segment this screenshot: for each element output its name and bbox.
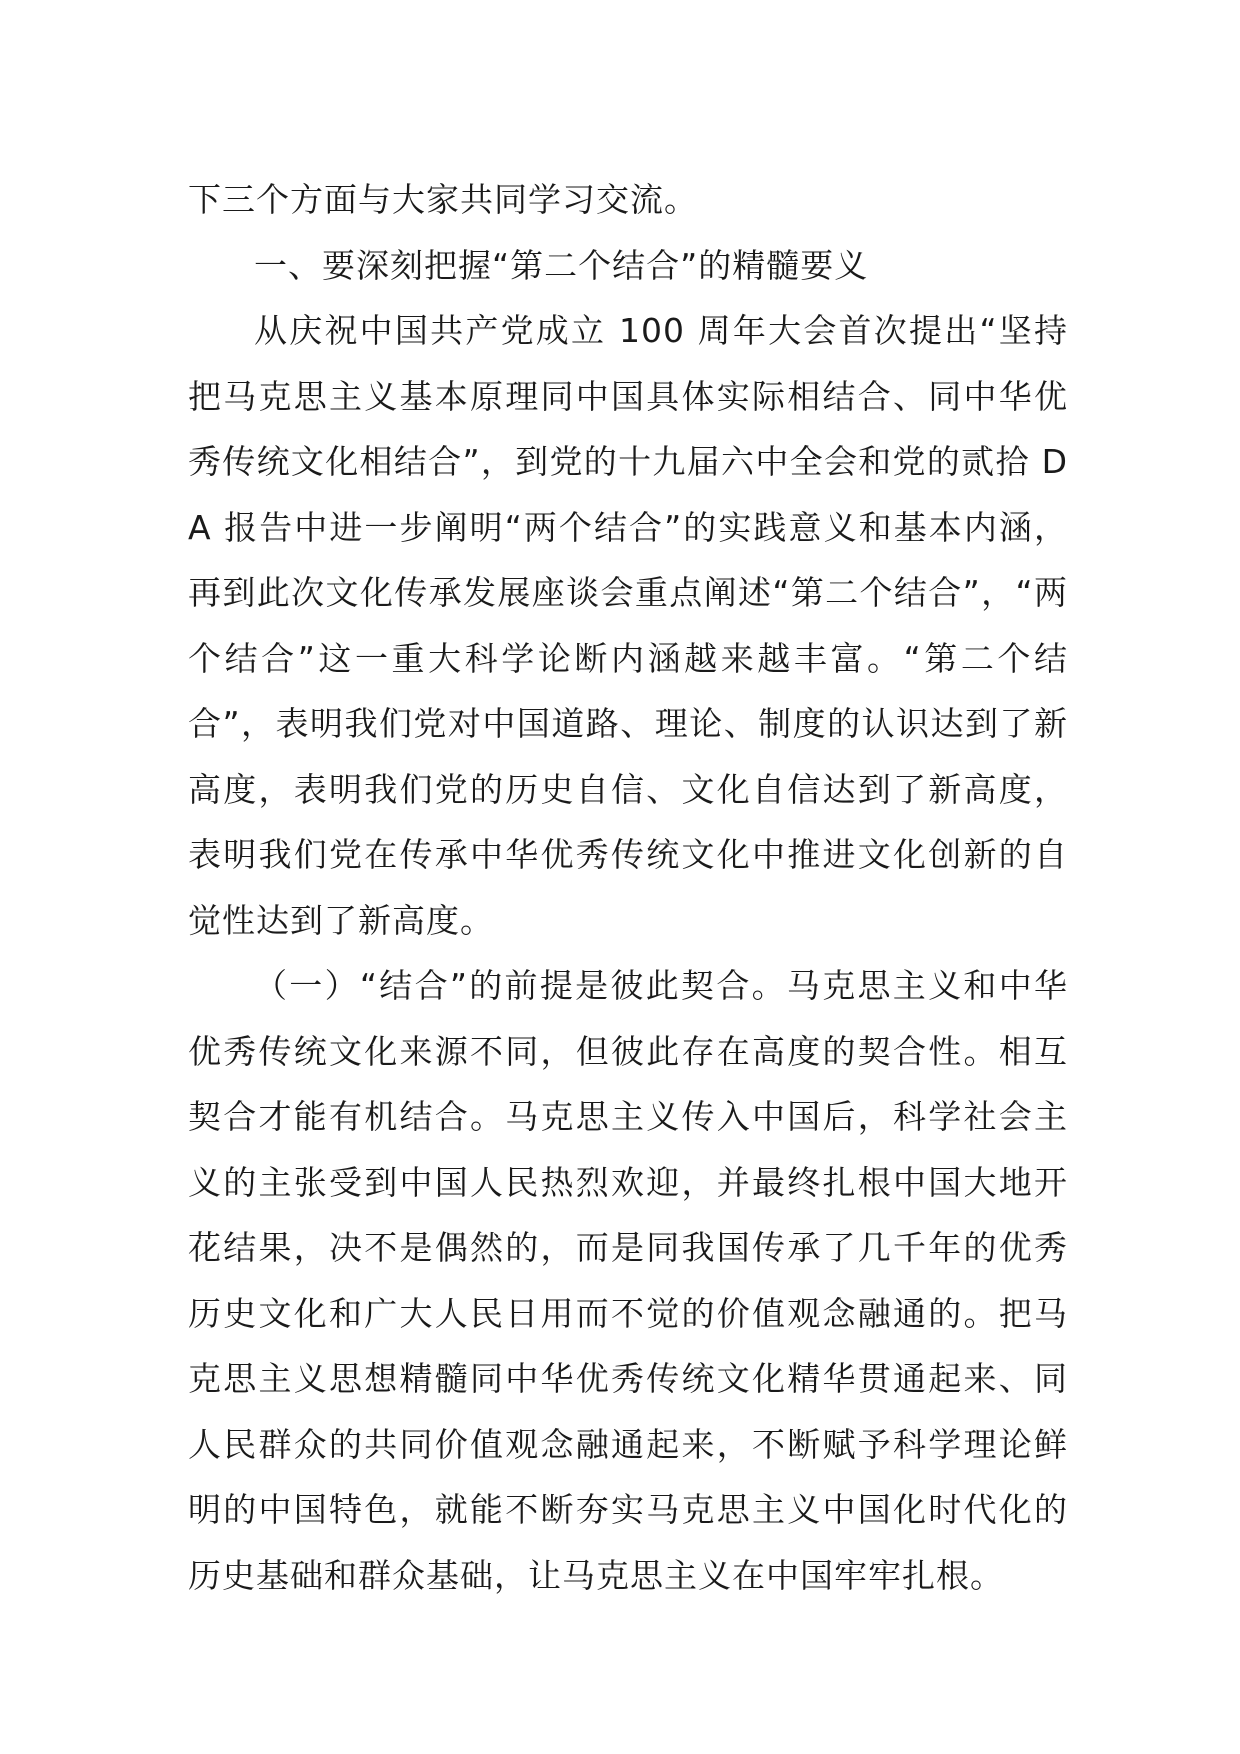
- document-body: [188, 167, 1068, 1608]
- subsection-paragraph: （一）“结合”的前提是彼此契合。马克思主义和中华优秀传统文化来源不同，但彼此存在高度的契合性。相互契合才能有机结合。马克思主义传入中国后，科学社会主义的主张受到中国人民热烈欢迎，并最终扎根中国大地开花结果，决不是偶然的，而是同我国传承了几千年的优秀历史文化和广大人民日用而不觉的价值观念融通的。把马克思主义思想精髓同中华优秀传统文化精华贯通起来、同人民群众的共同价值观念融通起来，不断赋予科学理论鲜明的中国特色，就能不断夯实马克思主义中国化时代化的历史基础和群众基础，让马克思主义在中国牢牢扎根。: [188, 966, 1068, 1595]
- paragraph-body: 从庆祝中国共产党成立 100 周年大会首次提出“坚持把马克思主义基本原理同中国具体实际相结合、同中华优秀传统文化相结合”，到党的十九届六中全会和党的贰拾 DA 报告中进一步阐明“两个结合”的实践意义和基本内涵，再到此次文化传承发展座谈会重点阐述“第二个结合”，“两个结合”这一重大科学论断内涵越来越丰富。“第二个结合”，表明我们党对中国道路、理论、制度的认识达到了新高度，表明我们党的历史自信、文化自信达到了新高度，表明我们党在传承中华优秀传统文化中推进文化创新的自觉性达到了新高度。: [188, 311, 1068, 940]
- paragraph-continuation: 下三个方面与大家共同学习交流。: [188, 180, 698, 219]
- section-heading: 一、要深刻把握“第二个结合”的精髓要义: [254, 245, 869, 285]
